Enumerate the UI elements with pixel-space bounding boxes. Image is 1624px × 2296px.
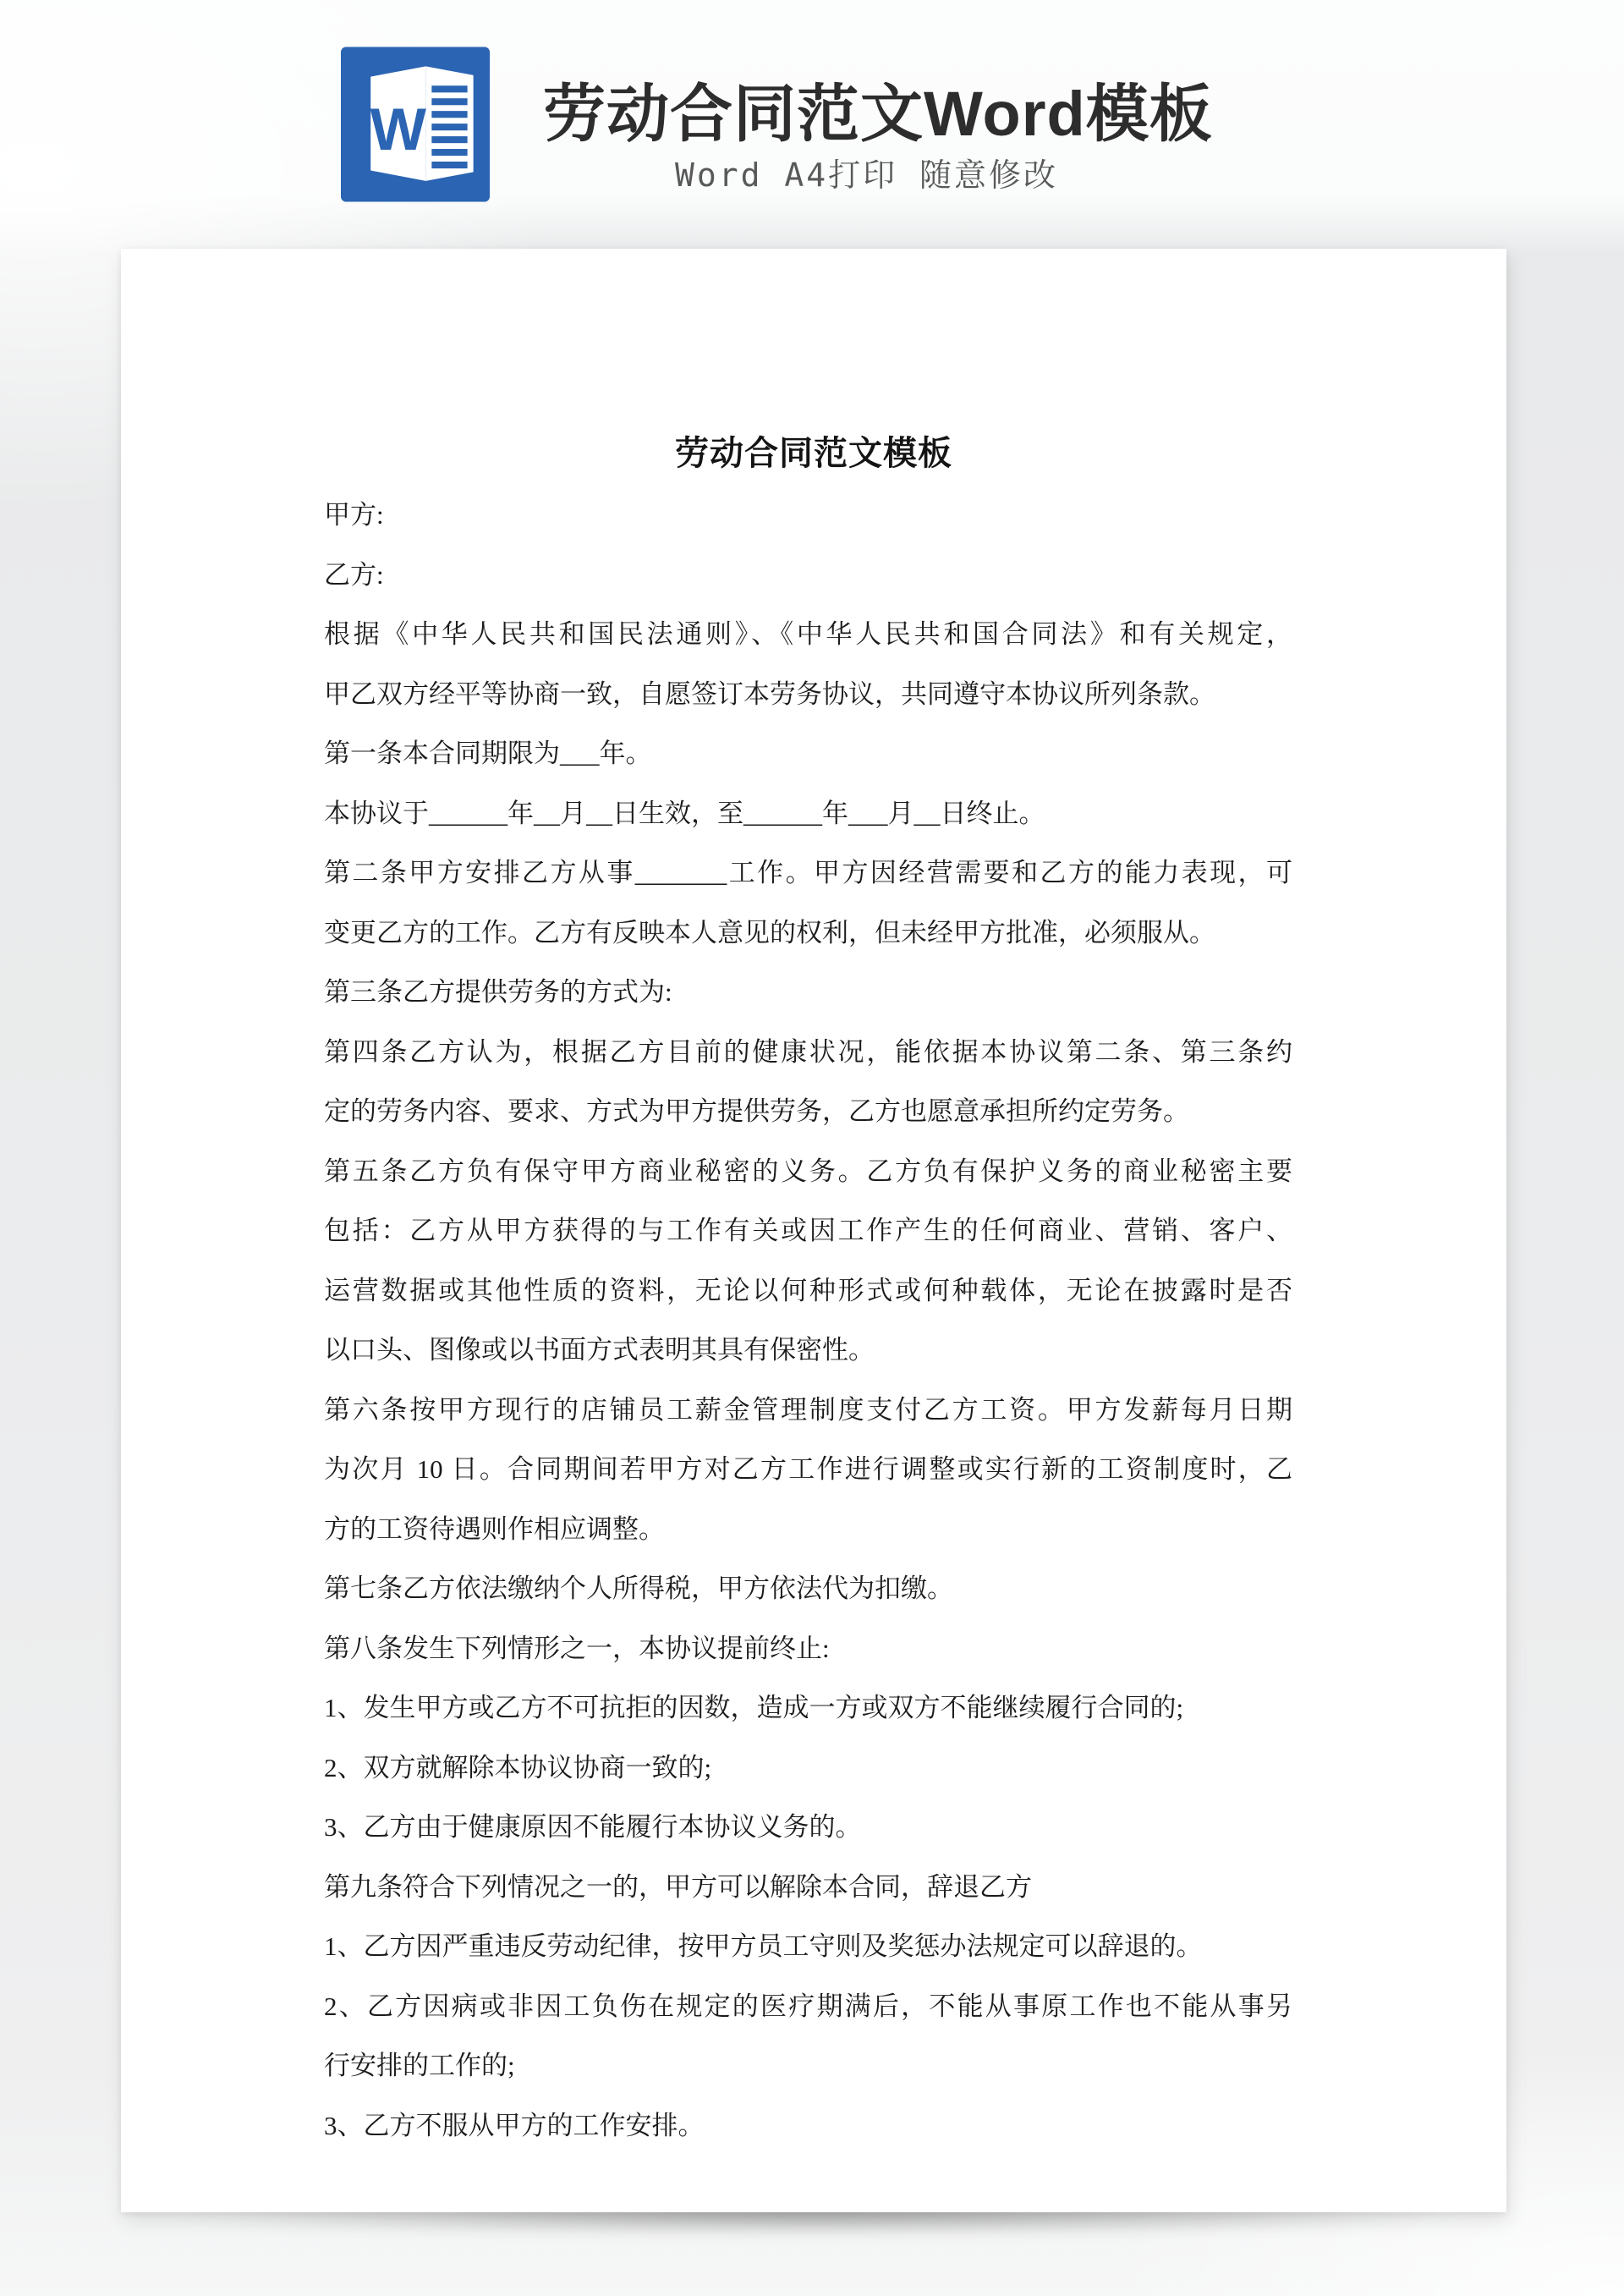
document-line: 行安排的工作的; (324, 2051, 515, 2080)
document-line: 本协议于______年__月__日生效，至______年___月__日终止。 (324, 798, 1045, 828)
document-body (121, 486, 1506, 2156)
document-line: 1、乙方因严重违反劳动纪律，按甲方员工守则及奖惩办法规定可以辞退的。 (324, 1931, 1203, 1961)
document-line: 方的工资待遇则作相应调整。 (324, 1513, 665, 1544)
document-line: 1、发生甲方或乙方不可抗拒的因数，造成一方或双方不能继续履行合同的; (324, 1693, 1184, 1722)
document-line: 包括：乙方从甲方获得的与工作有关或因工作产生的任何商业、营销、客户、 (324, 1216, 1292, 1245)
document-line: 为次月 10 日。合同期间若甲方对乙方工作进行调整或实行新的工资制度时，乙 (324, 1454, 1292, 1484)
document-line: 3、乙方不服从甲方的工作安排。 (324, 2110, 705, 2140)
document-line: 2、双方就解除本协议协商一致的; (324, 1752, 712, 1782)
document-line: 3、乙方由于健康原因不能履行本协议义务的。 (324, 1812, 862, 1842)
document-line: 第八条发生下列情形之一，本协议提前终止: (324, 1633, 830, 1663)
document-line: 第六条按甲方现行的店铺员工薪金管理制度支付乙方工资。甲方发薪每月日期 (324, 1394, 1292, 1425)
document-line: 第三条乙方提供劳务的方式为: (324, 977, 672, 1007)
document-line: 变更乙方的工作。乙方有反映本人意见的权利，但未经甲方批准，必须服从。 (324, 917, 1215, 948)
document-line: 乙方: (324, 559, 384, 590)
document-line: 第七条乙方依法缴纳个人所得税，甲方依法代为扣缴。 (324, 1574, 953, 1603)
header (0, 0, 1624, 230)
document-line: 甲乙双方经平等协商一致，自愿签订本劳务协议，共同遵守本协议所列条款。 (324, 678, 1215, 709)
document-line: 根据《中华人民共和国民法通则》、《中华人民共和国合同法》和有关规定， (324, 619, 1292, 649)
logo-letter: W (370, 95, 426, 162)
document-page (121, 249, 1506, 2212)
document-title: 劳动合同范文模板 (675, 434, 952, 472)
document-line: 第二条甲方安排乙方从事_______工作。甲方因经营需要和乙方的能力表现，可 (324, 858, 1292, 887)
template-title: 劳动合同范文Word模板 (543, 78, 1213, 149)
template-subtitle: Word A4打印 随意修改 (675, 157, 1059, 194)
document-line: 第四条乙方认为，根据乙方目前的健康状况，能依据本协议第二条、第三条约 (324, 1036, 1292, 1067)
document-line: 第一条本合同期限为___年。 (324, 739, 652, 768)
word-logo-icon (341, 47, 490, 202)
document-line: 2、乙方因病或非因工负伤在规定的医疗期满后，不能从事原工作也不能从事另 (324, 1991, 1292, 2021)
document-line: 定的劳务内容、要求、方式为甲方提供劳务，乙方也愿意承担所约定劳务。 (324, 1096, 1189, 1126)
document-line: 以口头、图像或以书面方式表明其具有保密性。 (324, 1335, 875, 1365)
document-line: 第五条乙方负有保守甲方商业秘密的义务。乙方负有保护义务的商业秘密主要 (324, 1156, 1292, 1186)
document-line: 运营数据或其他性质的资料，无论以何种形式或何种载体，无论在披露时是否 (324, 1275, 1292, 1305)
document-line: 第九条符合下列情况之一的，甲方可以解除本合同，辞退乙方 (324, 1871, 1032, 1902)
document-line: 甲方: (324, 500, 384, 530)
